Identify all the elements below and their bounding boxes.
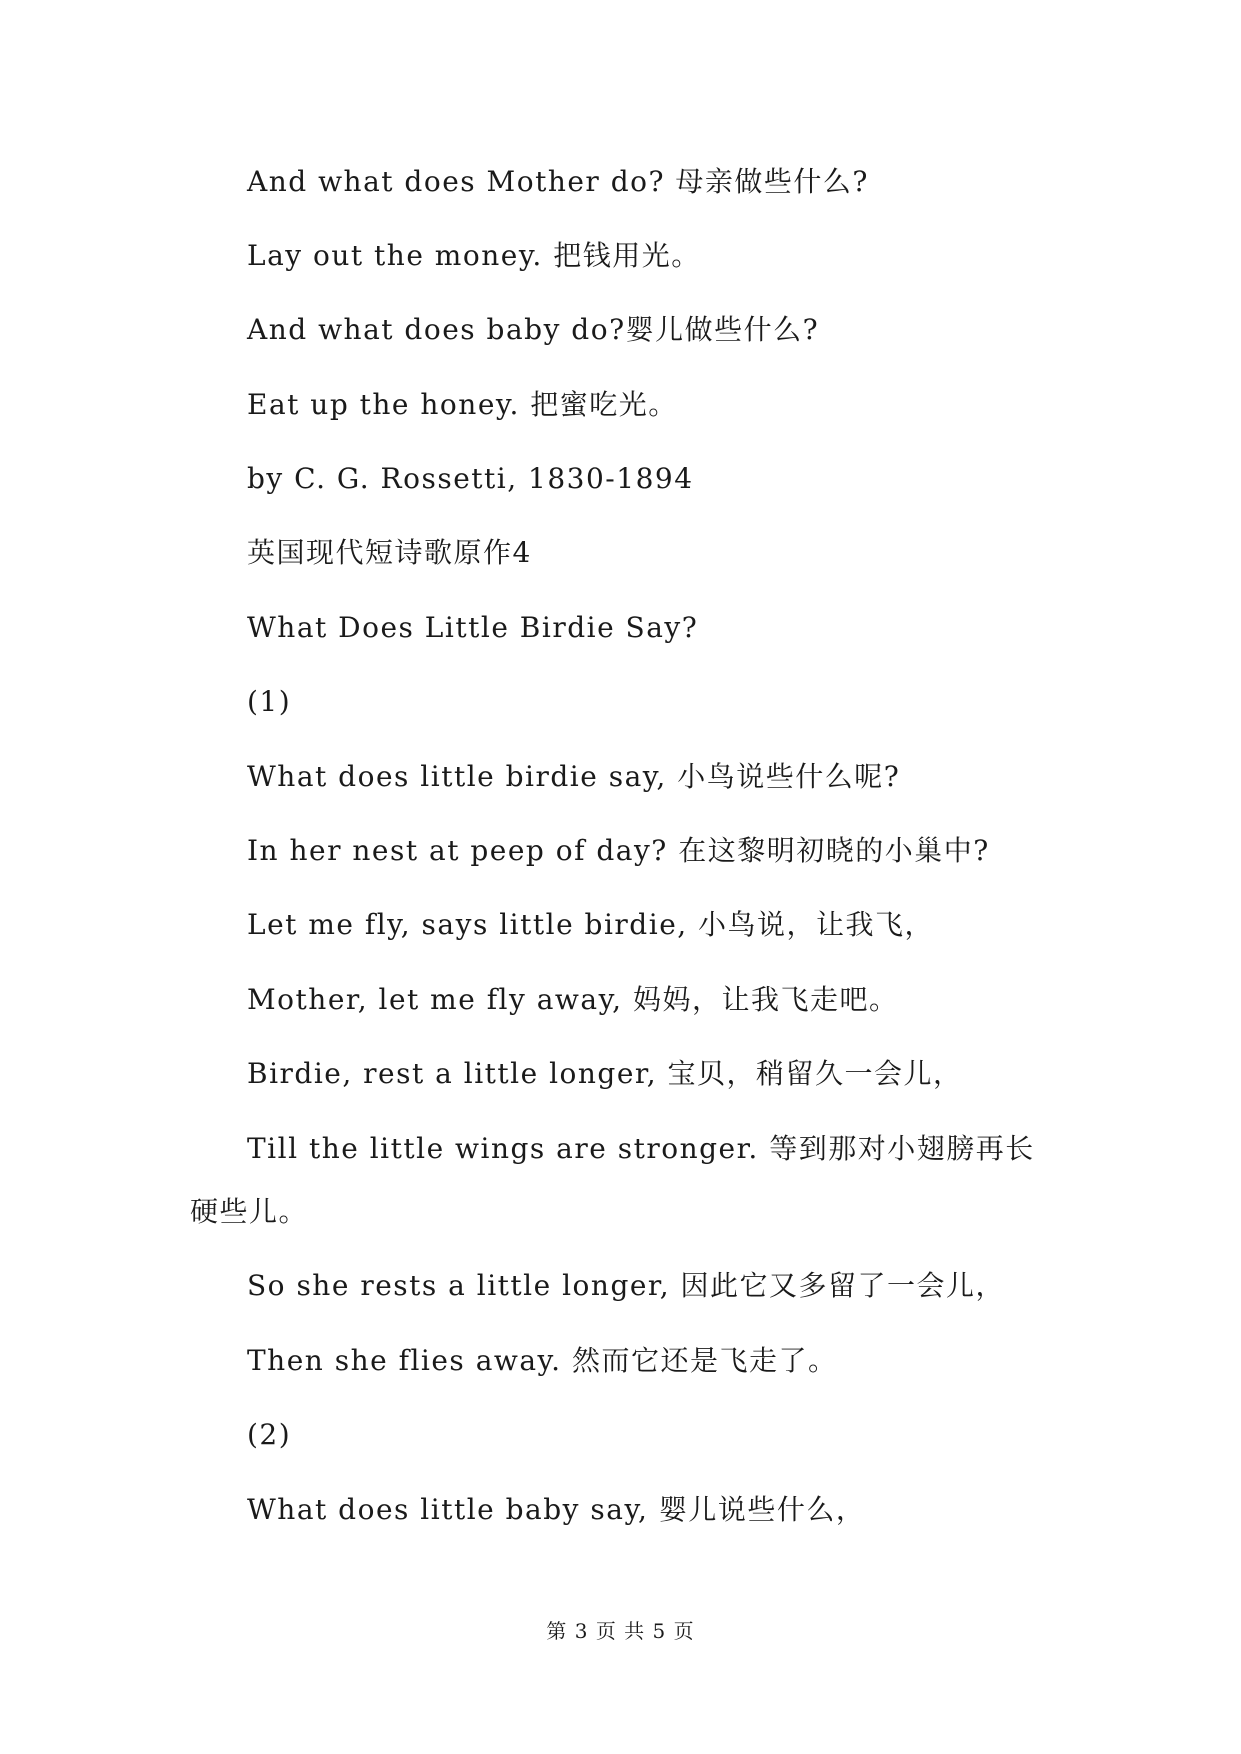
text-line: And what does Mother do? 母亲做些什么? (247, 165, 869, 198)
section-heading: 英国现代短诗歌原作4 (247, 536, 532, 569)
page-footer: 第 3 页 共 5 页 (546, 1619, 695, 1643)
text-line: Lay out the money. 把钱用光。 (247, 239, 701, 272)
author-line: by C. G. Rossetti, 1830-1894 (247, 462, 694, 495)
text-line: Let me fly, says little birdie, 小鸟说，让我飞， (247, 908, 935, 941)
text-line: What does little birdie say, 小鸟说些什么呢? (247, 760, 901, 793)
text-line: So she rests a little longer, 因此它又多留了一会儿， (247, 1269, 1006, 1302)
stanza-number: (1) (247, 685, 292, 718)
text-line-continuation: 硬些儿。 (190, 1195, 309, 1228)
text-line: And what does baby do?婴儿做些什么? (247, 313, 820, 346)
text-line: Birdie, rest a little longer, 宝贝，稍留久一会儿， (247, 1057, 963, 1090)
text-line: What does little baby say, 婴儿说些什么， (247, 1493, 866, 1526)
text-line: Mother, let me fly away, 妈妈，让我飞走吧。 (247, 983, 899, 1016)
text-line: Then she flies away. 然而它还是飞走了。 (247, 1344, 838, 1377)
text-line: Till the little wings are stronger. 等到那对小翅膀再长 (247, 1132, 1035, 1165)
text-line: Eat up the honey. 把蜜吃光。 (247, 388, 678, 421)
stanza-number: (2) (247, 1418, 292, 1451)
text-line: In her nest at peep of day? 在这黎明初晓的小巢中? (247, 834, 990, 867)
poem-title: What Does Little Birdie Say? (247, 611, 699, 644)
